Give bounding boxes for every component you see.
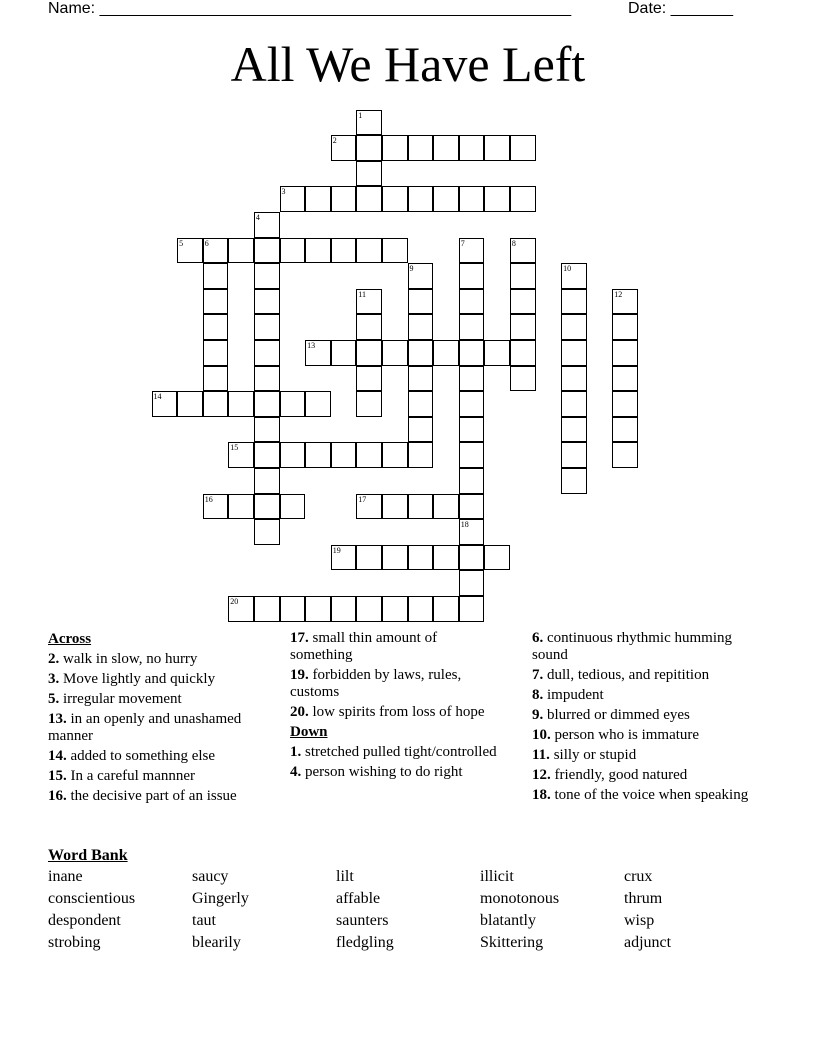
crossword-cell[interactable]: [305, 186, 331, 212]
crossword-cell[interactable]: [433, 494, 459, 520]
word-bank-item: fledgling: [336, 934, 394, 951]
crossword-cell[interactable]: [408, 442, 434, 468]
crossword-cell[interactable]: [408, 596, 434, 622]
crossword-cell[interactable]: [459, 596, 485, 622]
crossword-cell[interactable]: [305, 340, 331, 366]
crossword-cell[interactable]: [408, 391, 434, 417]
clue-number: 19: [332, 545, 341, 555]
crossword-cell[interactable]: [561, 366, 587, 392]
crossword-cell[interactable]: [203, 494, 229, 520]
word-bank-item: adjunct: [624, 934, 672, 951]
crossword-cell[interactable]: [408, 135, 434, 161]
crossword-cell[interactable]: [382, 442, 408, 468]
crossword-cell[interactable]: [203, 366, 229, 392]
crossword-cell[interactable]: [408, 314, 434, 340]
crossword-cell[interactable]: [203, 238, 229, 264]
crossword-cell[interactable]: [382, 238, 408, 264]
crossword-cell[interactable]: [254, 417, 280, 443]
crossword-cell[interactable]: [459, 238, 485, 264]
crossword-cell[interactable]: [305, 442, 331, 468]
across-clue-16: 16. the decisive part of an issue: [48, 788, 237, 804]
crossword-cell[interactable]: [152, 391, 178, 417]
crossword-cell[interactable]: [254, 289, 280, 315]
crossword-cell[interactable]: [561, 442, 587, 468]
crossword-cell[interactable]: [382, 135, 408, 161]
crossword-cell[interactable]: [356, 596, 382, 622]
crossword-cell[interactable]: [433, 135, 459, 161]
crossword-cell[interactable]: [612, 417, 638, 443]
crossword-cell[interactable]: [280, 186, 306, 212]
crossword-cell[interactable]: [356, 135, 382, 161]
word-bank-grid: [48, 868, 768, 952]
clues-column-3: [532, 630, 752, 807]
word-bank-item: affable: [336, 890, 381, 907]
word-bank-item: lilt: [336, 868, 354, 885]
clue-number: 10: [563, 264, 572, 274]
crossword-cell[interactable]: [433, 340, 459, 366]
crossword-cell[interactable]: [203, 263, 229, 289]
clue-number: 4: [255, 212, 260, 222]
clue-number: 2: [332, 136, 337, 146]
crossword-cell[interactable]: [356, 442, 382, 468]
crossword-cell[interactable]: [228, 596, 254, 622]
crossword-cell[interactable]: [254, 442, 280, 468]
crossword-cell[interactable]: [177, 391, 203, 417]
crossword-cell[interactable]: [408, 186, 434, 212]
down-clue-11: 11. silly or stupid: [532, 747, 637, 763]
crossword-cell[interactable]: [612, 289, 638, 315]
crossword-cell[interactable]: [356, 161, 382, 187]
crossword-cell[interactable]: [254, 596, 280, 622]
crossword-cell[interactable]: [459, 135, 485, 161]
clue-number: 16: [204, 494, 213, 504]
crossword-cell[interactable]: [510, 135, 536, 161]
crossword-cell[interactable]: [459, 494, 485, 520]
crossword-cell[interactable]: [459, 442, 485, 468]
down-clue-7: 7. dull, tedious, and repitition: [532, 667, 710, 683]
crossword-cell[interactable]: [612, 442, 638, 468]
crossword-cell[interactable]: [561, 468, 587, 494]
crossword-cell[interactable]: [459, 366, 485, 392]
crossword-cell[interactable]: [356, 494, 382, 520]
clue-number: 20: [230, 596, 239, 606]
crossword-cell[interactable]: [356, 314, 382, 340]
crossword-cell[interactable]: [561, 417, 587, 443]
crossword-cell[interactable]: [408, 263, 434, 289]
crossword-cell[interactable]: [561, 314, 587, 340]
crossword-cell[interactable]: [484, 186, 510, 212]
crossword-cell[interactable]: [254, 366, 280, 392]
across-clue-15: 15. In a careful mannner: [48, 768, 196, 784]
crossword-cell[interactable]: [382, 340, 408, 366]
down-clue-6: 6. continuous rhythmic humming sound: [532, 630, 732, 663]
crossword-cell[interactable]: [459, 417, 485, 443]
crossword-cell[interactable]: [433, 545, 459, 571]
crossword-cell[interactable]: [459, 391, 485, 417]
clue-number: 9: [409, 264, 414, 274]
clue-number: 5: [179, 238, 184, 248]
crossword-cell[interactable]: [331, 545, 357, 571]
crossword-cell[interactable]: [612, 314, 638, 340]
crossword-cell[interactable]: [356, 391, 382, 417]
crossword-cell[interactable]: [356, 238, 382, 264]
crossword-cell[interactable]: [408, 340, 434, 366]
crossword-cell[interactable]: [254, 468, 280, 494]
crossword-cell[interactable]: [356, 186, 382, 212]
crossword-cell[interactable]: [203, 289, 229, 315]
word-bank-item: Gingerly: [192, 890, 249, 907]
down-clue-9: 9. blurred or dimmed eyes: [532, 707, 690, 723]
clue-number: 1: [358, 110, 363, 120]
word-bank-item: monotonous: [480, 890, 560, 907]
word-bank-item: blatantly: [480, 912, 536, 929]
date-field-label[interactable]: Date: _______: [628, 0, 733, 17]
crossword-cell[interactable]: [510, 366, 536, 392]
crossword-cell[interactable]: [203, 340, 229, 366]
crossword-cell[interactable]: [484, 340, 510, 366]
crossword-cell[interactable]: [203, 391, 229, 417]
crossword-cell[interactable]: [280, 596, 306, 622]
crossword-cell[interactable]: [254, 340, 280, 366]
word-bank-item: blearily: [192, 934, 241, 951]
crossword-cell[interactable]: [254, 314, 280, 340]
crossword-cell[interactable]: [459, 186, 485, 212]
crossword-cell[interactable]: [331, 135, 357, 161]
down-clue-1: 1. stretched pulled tight/controlled: [290, 744, 497, 760]
crossword-cell[interactable]: [254, 263, 280, 289]
crossword-cell[interactable]: [254, 238, 280, 264]
crossword-cell[interactable]: [510, 186, 536, 212]
crossword-cell[interactable]: [459, 570, 485, 596]
crossword-cell[interactable]: [459, 263, 485, 289]
crossword-cell[interactable]: [408, 494, 434, 520]
crossword-cell[interactable]: [408, 545, 434, 571]
crossword-cell[interactable]: [356, 340, 382, 366]
crossword-cell[interactable]: [459, 468, 485, 494]
down-clue-18: 18. tone of the voice when speaking: [532, 787, 749, 803]
crossword-cell[interactable]: [280, 238, 306, 264]
across-clue-5: 5. irregular movement: [48, 691, 182, 707]
down-clue-12: 12. friendly, good natured: [532, 767, 688, 783]
crossword-cell[interactable]: [254, 212, 280, 238]
crossword-cell[interactable]: [356, 545, 382, 571]
crossword-cell[interactable]: [408, 366, 434, 392]
crossword-cell[interactable]: [331, 238, 357, 264]
across-clue-13: 13. in an openly and unashamed manner: [48, 711, 242, 744]
crossword-cell[interactable]: [228, 442, 254, 468]
crossword-cell[interactable]: [484, 545, 510, 571]
down-clue-10: 10. person who is immature: [532, 727, 700, 743]
crossword-cell[interactable]: [228, 494, 254, 520]
word-bank-item: illicit: [480, 868, 514, 885]
across-clue-19: 19. forbidden by laws, rules, customs: [290, 667, 462, 700]
crossword-cell[interactable]: [433, 186, 459, 212]
crossword-cell[interactable]: [305, 391, 331, 417]
clue-number: 14: [153, 392, 162, 402]
crossword-cell[interactable]: [280, 494, 306, 520]
clue-number: 6: [204, 238, 209, 248]
crossword-cell[interactable]: [203, 314, 229, 340]
across-clue-20: 20. low spirits from loss of hope: [290, 704, 485, 720]
word-bank-item: strobing: [48, 934, 101, 951]
word-bank-item: saunters: [336, 912, 389, 929]
crossword-cell[interactable]: [510, 289, 536, 315]
across-clue-3: 3. Move lightly and quickly: [48, 671, 216, 687]
crossword-cell[interactable]: [382, 545, 408, 571]
crossword-cell[interactable]: [459, 545, 485, 571]
crossword-cell[interactable]: [459, 289, 485, 315]
crossword-cell[interactable]: [280, 442, 306, 468]
crossword-cell[interactable]: [254, 391, 280, 417]
word-bank-item: taut: [192, 912, 216, 929]
crossword-cell[interactable]: [382, 186, 408, 212]
word-bank-item: thrum: [624, 890, 663, 907]
down-heading: Down: [290, 724, 328, 740]
word-bank-title: Word Bank: [48, 847, 128, 864]
crossword-cell[interactable]: [510, 314, 536, 340]
crossword-cell[interactable]: [510, 238, 536, 264]
crossword-cell[interactable]: [459, 340, 485, 366]
crossword-cell[interactable]: [433, 596, 459, 622]
clue-number: 13: [307, 340, 316, 350]
crossword-cell[interactable]: [228, 238, 254, 264]
crossword-cell[interactable]: [612, 340, 638, 366]
crossword-cell[interactable]: [331, 186, 357, 212]
crossword-cell[interactable]: [382, 494, 408, 520]
crossword-cell[interactable]: [612, 366, 638, 392]
crossword-cell[interactable]: [177, 238, 203, 264]
across-clue-14: 14. added to something else: [48, 748, 216, 764]
word-bank-item: wisp: [624, 912, 655, 929]
crossword-cell[interactable]: [459, 519, 485, 545]
crossword-cell[interactable]: [561, 391, 587, 417]
crossword-cell[interactable]: [561, 340, 587, 366]
crossword-cell[interactable]: [331, 596, 357, 622]
clues-column-2: [290, 630, 500, 784]
crossword-cell[interactable]: [280, 391, 306, 417]
crossword-cell[interactable]: [612, 391, 638, 417]
crossword-cell[interactable]: [356, 110, 382, 136]
across-clue-17: 17. small thin amount of something: [290, 630, 438, 663]
crossword-cell[interactable]: [305, 238, 331, 264]
word-bank-item: despondent: [48, 912, 121, 929]
crossword-cell[interactable]: [228, 391, 254, 417]
crossword-cell[interactable]: [254, 494, 280, 520]
crossword-cell[interactable]: [561, 289, 587, 315]
name-field-label[interactable]: Name: _____________________________________________________: [48, 0, 572, 17]
crossword-cell[interactable]: [356, 289, 382, 315]
down-clue-4: 4. person wishing to do right: [290, 764, 463, 780]
across-clue-2: 2. walk in slow, no hurry: [48, 651, 198, 667]
crossword-cell[interactable]: [408, 417, 434, 443]
crossword-cell[interactable]: [484, 135, 510, 161]
clue-number: 15: [230, 443, 239, 453]
crossword-cell[interactable]: [382, 596, 408, 622]
crossword-cell[interactable]: [254, 519, 280, 545]
down-clue-8: 8. impudent: [532, 687, 604, 703]
crossword-cell[interactable]: [331, 442, 357, 468]
word-bank-item: conscientious: [48, 890, 136, 907]
crossword-cell[interactable]: [331, 340, 357, 366]
word-bank-item: Skittering: [480, 934, 544, 951]
crossword-cell[interactable]: [561, 263, 587, 289]
word-bank-item: inane: [48, 868, 83, 885]
word-bank-item: saucy: [192, 868, 229, 885]
crossword-cell[interactable]: [305, 596, 331, 622]
clue-number: 17: [358, 494, 367, 504]
clues-column-1: [48, 630, 276, 808]
across-heading: Across: [48, 631, 92, 647]
clue-number: 12: [614, 289, 623, 299]
crossword-cell[interactable]: [510, 263, 536, 289]
clue-number: 18: [460, 520, 469, 530]
crossword-cell[interactable]: [356, 366, 382, 392]
clue-number: 7: [460, 238, 465, 248]
clue-number: 3: [281, 187, 286, 197]
crossword-cell[interactable]: [459, 314, 485, 340]
word-bank: [48, 846, 768, 952]
crossword-cell[interactable]: [408, 289, 434, 315]
crossword-cell[interactable]: [510, 340, 536, 366]
clue-number: 8: [511, 238, 516, 248]
word-bank-item: crux: [624, 868, 653, 885]
clue-number: 11: [358, 289, 366, 299]
page-title: All We Have Left: [230, 36, 586, 92]
